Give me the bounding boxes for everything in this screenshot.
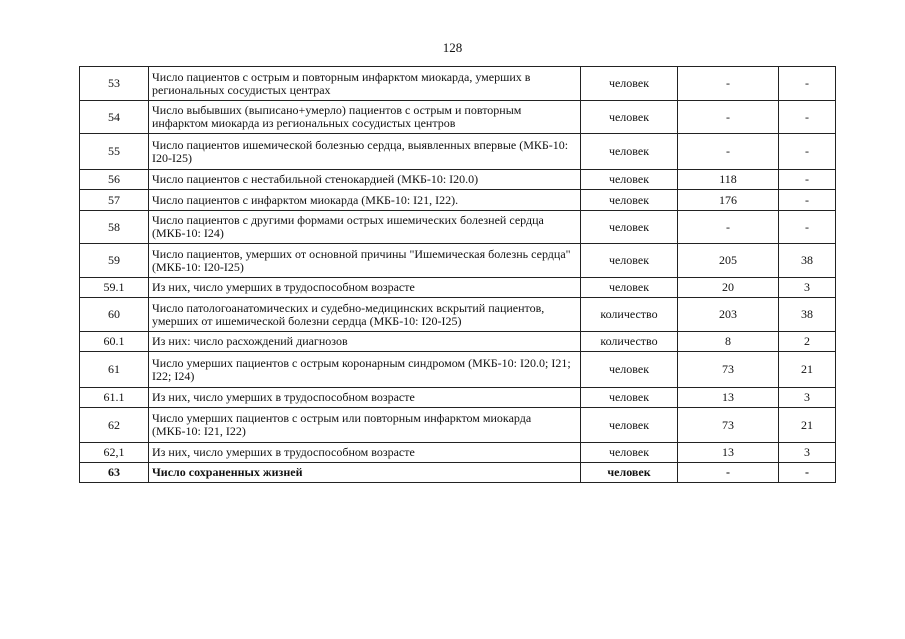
value-2-cell: -	[779, 101, 836, 134]
value-2-cell: -	[779, 134, 836, 170]
table-row	[80, 463, 836, 483]
row-number-cell: 59	[80, 244, 149, 278]
table-row	[80, 134, 836, 170]
table-row	[80, 388, 836, 408]
table-row	[80, 408, 836, 443]
value-1-cell: 176	[678, 190, 779, 211]
row-number-cell: 56	[80, 170, 149, 190]
value-2-cell: -	[779, 211, 836, 244]
value-1-cell: -	[678, 67, 779, 101]
indicator-description-cell: Число сохраненных жизней	[149, 463, 581, 483]
indicator-description-cell: Число пациентов с нестабильной стенокардией (МКБ-10: I20.0)	[149, 170, 581, 190]
row-number-cell: 62	[80, 408, 149, 443]
page-number: 128	[442, 40, 463, 55]
indicator-description-cell: Число умерших пациентов с острым коронарным синдромом (МКБ-10: I20.0; I21; I22; I24)	[149, 352, 581, 388]
table-row	[80, 67, 836, 101]
table-row	[80, 443, 836, 463]
value-1-cell: 205	[678, 244, 779, 278]
unit-cell: человек	[581, 443, 678, 463]
table-row	[80, 170, 836, 190]
value-1-cell: 13	[678, 443, 779, 463]
unit-cell: количество	[581, 332, 678, 352]
indicator-description-cell: Число умерших пациентов с острым или повторным инфарктом миокарда (МКБ-10: I21, I22)	[149, 408, 581, 443]
row-number-cell: 58	[80, 211, 149, 244]
value-1-cell: 118	[678, 170, 779, 190]
unit-cell: человек	[581, 388, 678, 408]
unit-cell: количество	[581, 298, 678, 332]
indicator-description-cell: Из них, число умерших в трудоспособном возрасте	[149, 443, 581, 463]
unit-cell: человек	[581, 134, 678, 170]
value-1-cell: 13	[678, 388, 779, 408]
indicator-description-cell: Из них: число расхождений диагнозов	[149, 332, 581, 352]
row-number-cell: 59.1	[80, 278, 149, 298]
row-number-cell: 60	[80, 298, 149, 332]
value-1-cell: 73	[678, 352, 779, 388]
value-2-cell: 21	[779, 352, 836, 388]
indicator-description-cell: Число пациентов с инфарктом миокарда (МКБ-10: I21, I22).	[149, 190, 581, 211]
value-1-cell: 203	[678, 298, 779, 332]
row-number-cell: 55	[80, 134, 149, 170]
value-1-cell: -	[678, 101, 779, 134]
row-number-cell: 61.1	[80, 388, 149, 408]
table-row	[80, 244, 836, 278]
table-row	[80, 278, 836, 298]
indicator-description-cell: Число пациентов с другими формами острых ишемических болезней сердца (МКБ-10: I24)	[149, 211, 581, 244]
indicator-description-cell: Число патологоанатомических и судебно-медицинских вскрытий пациентов, умерших от ишемической болезни сердца (МКБ-10: I20-I25)	[149, 298, 581, 332]
value-2-cell: -	[779, 190, 836, 211]
row-number-cell: 61	[80, 352, 149, 388]
unit-cell: человек	[581, 408, 678, 443]
unit-cell: человек	[581, 67, 678, 101]
value-2-cell: 3	[779, 388, 836, 408]
row-number-cell: 54	[80, 101, 149, 134]
indicator-description-cell: Из них, число умерших в трудоспособном возрасте	[149, 388, 581, 408]
unit-cell: человек	[581, 278, 678, 298]
table-row	[80, 211, 836, 244]
indicator-description-cell: Число пациентов ишемической болезнью сердца, выявленных впервые (МКБ-10: I20-I25)	[149, 134, 581, 170]
value-1-cell: 73	[678, 408, 779, 443]
value-2-cell: -	[779, 67, 836, 101]
unit-cell: человек	[581, 170, 678, 190]
row-number-cell: 53	[80, 67, 149, 101]
value-1-cell: 8	[678, 332, 779, 352]
table-row	[80, 298, 836, 332]
table-row	[80, 190, 836, 211]
value-2-cell: -	[779, 463, 836, 483]
value-2-cell: 2	[779, 332, 836, 352]
unit-cell: человек	[581, 244, 678, 278]
table-row	[80, 332, 836, 352]
value-1-cell: 20	[678, 278, 779, 298]
value-1-cell: -	[678, 134, 779, 170]
table-body	[80, 67, 836, 483]
value-2-cell: 3	[779, 443, 836, 463]
value-1-cell: -	[678, 463, 779, 483]
row-number-cell: 60.1	[80, 332, 149, 352]
row-number-cell: 62,1	[80, 443, 149, 463]
value-2-cell: 21	[779, 408, 836, 443]
row-number-cell: 63	[80, 463, 149, 483]
value-2-cell: -	[779, 170, 836, 190]
unit-cell: человек	[581, 190, 678, 211]
statistics-table	[79, 66, 836, 483]
table-row	[80, 352, 836, 388]
value-2-cell: 38	[779, 244, 836, 278]
row-number-cell: 57	[80, 190, 149, 211]
value-2-cell: 38	[779, 298, 836, 332]
table-row	[80, 101, 836, 134]
indicator-description-cell: Число пациентов, умерших от основной причины "Ишемическая болезнь сердца" (МКБ-10: I20-I25)	[149, 244, 581, 278]
unit-cell: человек	[581, 463, 678, 483]
value-1-cell: -	[678, 211, 779, 244]
unit-cell: человек	[581, 352, 678, 388]
indicator-description-cell: Число пациентов с острым и повторным инфарктом миокарда, умерших в региональных сосудистых центрах	[149, 67, 581, 101]
indicator-description-cell: Из них, число умерших в трудоспособном возрасте	[149, 278, 581, 298]
indicator-description-cell: Число выбывших (выписано+умерло) пациентов с острым и повторным инфарктом миокарда из региональных сосудистых центров	[149, 101, 581, 134]
value-2-cell: 3	[779, 278, 836, 298]
unit-cell: человек	[581, 101, 678, 134]
unit-cell: человек	[581, 211, 678, 244]
